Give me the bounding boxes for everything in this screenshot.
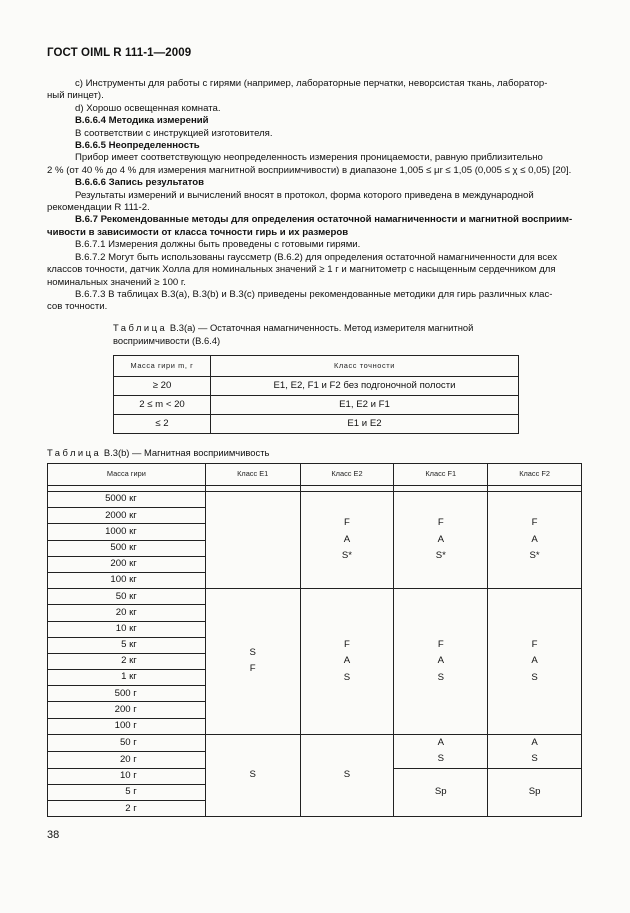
mass-cell: 100 г bbox=[48, 718, 206, 734]
mass-cell: 500 г bbox=[48, 686, 206, 702]
heading-b666: B.6.6.6 Запись результатов bbox=[75, 177, 204, 189]
paragraph-b664: В соответствии с инструкцией изготовителя. bbox=[75, 127, 273, 139]
class-e1-cell bbox=[205, 492, 300, 589]
class-e2-cell bbox=[300, 589, 394, 735]
mass-cell: 50 кг bbox=[48, 589, 206, 605]
mass-cell: 1 кг bbox=[48, 670, 206, 686]
table-a bbox=[113, 355, 519, 434]
table-row bbox=[48, 492, 582, 508]
cell-value: S bbox=[437, 671, 444, 683]
cell-value: F bbox=[344, 517, 350, 529]
cell-value: A bbox=[437, 655, 444, 667]
class-e2-cell: S bbox=[300, 734, 394, 817]
cell-value: S* bbox=[529, 550, 540, 562]
table-row bbox=[48, 734, 582, 751]
cell-value: A bbox=[531, 736, 538, 748]
class-f2-cell bbox=[488, 492, 582, 589]
table-b-header-mass: Масса гири bbox=[48, 464, 206, 486]
mass-cell: 10 г bbox=[48, 768, 206, 784]
mass-cell: 5 кг bbox=[48, 637, 206, 653]
paragraph-b666-line2: рекомендации R 111-2. bbox=[47, 202, 150, 214]
mass-cell: 2000 кг bbox=[48, 508, 206, 524]
table-a-class: E1 и E2 bbox=[211, 415, 519, 434]
document-header: ГОСТ OIML R 111-1—2009 bbox=[47, 47, 192, 59]
paragraph-b672-line2: классов точности, датчик Холла для номинальных значений ≥ 1 г и магнитометр с насыщенным сердечником для bbox=[47, 264, 556, 276]
mass-cell: 500 кг bbox=[48, 540, 206, 556]
mass-cell: 20 кг bbox=[48, 605, 206, 621]
class-f1-cell bbox=[394, 492, 488, 589]
list-item-c: c) Инструменты для работы с гирями (например, лабораторные перчатки, неворсистая ткань, лаборатор- bbox=[75, 78, 548, 89]
class-f2-cell bbox=[488, 589, 582, 735]
table-b-caption-word: Таблица bbox=[47, 447, 102, 458]
paragraph-b672-line3: номинальных значений ≥ 100 г. bbox=[47, 276, 186, 288]
table-b-body bbox=[48, 486, 582, 817]
cell-value: S* bbox=[341, 550, 353, 562]
table-a-caption-line2: восприимчивости (B.6.4) bbox=[113, 334, 221, 346]
cell-value: F bbox=[531, 638, 538, 650]
table-a-caption bbox=[113, 322, 533, 347]
class-f1-top-cell bbox=[394, 734, 488, 768]
table-a-class: E1, E2 и F1 bbox=[211, 396, 519, 415]
mass-cell: 5 г bbox=[48, 785, 206, 801]
class-e1-cell: S bbox=[205, 734, 300, 817]
list-item-d: d) Хорошо освещенная комната. bbox=[75, 102, 221, 114]
cell-value: A bbox=[437, 736, 444, 748]
mass-cell: 200 кг bbox=[48, 556, 206, 572]
mass-cell: 1000 кг bbox=[48, 524, 206, 540]
table-a-header-class: Класс точности bbox=[211, 356, 519, 377]
paragraph-b672-line1: B.6.7.2 Могут быть использованы гауссметр (B.6.2) для определения остаточной намагниченности для всех bbox=[75, 251, 558, 263]
paragraph-b671: B.6.7.1 Измерения должны быть проведены с готовыми гирями. bbox=[75, 239, 361, 251]
table-b-header-row bbox=[48, 464, 582, 486]
heading-b664: B.6.6.4 Методика измерений bbox=[75, 115, 209, 127]
mass-cell: 100 кг bbox=[48, 572, 206, 588]
paragraph-b665-line1: Прибор имеет соответствующую неопределенность измерения проницаемости, равную приблизительно bbox=[75, 152, 543, 164]
cell-value: F bbox=[531, 517, 538, 529]
class-f2-top-cell bbox=[488, 734, 582, 768]
mass-cell: 5000 кг bbox=[48, 492, 206, 508]
table-a-header-mass: Масса гири m, г bbox=[114, 356, 211, 377]
mass-cell: 2 кг bbox=[48, 653, 206, 669]
cell-value: F bbox=[344, 638, 350, 650]
table-a-mass: 2 ≤ m < 20 bbox=[114, 396, 211, 415]
class-f1-cell bbox=[394, 589, 488, 735]
table-a-caption-text: B.3(a) — Остаточная намагниченность. Метод измерителя магнитной bbox=[169, 322, 474, 333]
cell-value: F bbox=[249, 663, 256, 675]
table-b-caption bbox=[47, 447, 269, 459]
table-a-header-row bbox=[114, 356, 519, 377]
table-row bbox=[114, 415, 519, 434]
class-e2-cell bbox=[300, 492, 394, 589]
table-b-caption-text: B.3(b) — Магнитная восприимчивость bbox=[103, 447, 270, 458]
document-body bbox=[47, 78, 583, 314]
cell-value: F bbox=[437, 638, 444, 650]
cell-value: A bbox=[343, 533, 351, 545]
cell-value: S bbox=[249, 646, 256, 658]
mass-cell: 50 г bbox=[48, 734, 206, 751]
cell-value: A bbox=[437, 533, 444, 545]
heading-b67-line1: B.6.7 Рекомендованные методы для определения остаточной намагниченности и магнитной восприим- bbox=[75, 214, 573, 226]
class-f2-bottom-cell: Sp bbox=[488, 768, 582, 817]
table-a-caption-word: Таблица bbox=[113, 322, 168, 333]
page-number: 38 bbox=[47, 829, 60, 841]
cell-value: S bbox=[531, 753, 538, 765]
cell-value: A bbox=[531, 533, 538, 545]
paragraph-b665-line2: 2 % (от 40 % до 4 % для измерения магнитной восприимчивости) в диапазоне 1,005 ≤ μr ≤ 1,05 (0,005 ≤ χ ≤ 0,05) [20]. bbox=[47, 164, 572, 176]
cell-value: S bbox=[437, 753, 444, 765]
table-row bbox=[48, 589, 582, 605]
cell-value: S bbox=[343, 671, 351, 683]
paragraph-b666-line1: Результаты измерений и вычислений вносят в протокол, форма которого приведена в международной bbox=[75, 189, 534, 201]
table-a-mass: ≤ 2 bbox=[114, 415, 211, 434]
table-b bbox=[47, 463, 582, 817]
cell-value: S* bbox=[435, 550, 446, 562]
mass-cell: 200 г bbox=[48, 702, 206, 718]
heading-b665: B.6.6.5 Неопределенность bbox=[75, 140, 200, 152]
list-item-c-cont: ный пинцет). bbox=[47, 90, 104, 102]
table-row bbox=[114, 396, 519, 415]
mass-cell: 10 кг bbox=[48, 621, 206, 637]
class-e1-cell bbox=[205, 589, 300, 735]
table-b-header-f2: Класс F2 bbox=[488, 464, 582, 486]
paragraph-b673-line1: B.6.7.3 В таблицах B.3(a), B.3(b) и B.3(c) приведены рекомендованные методики для гирь различных клас- bbox=[75, 288, 553, 300]
paragraph-b673-line2: сов точности. bbox=[47, 301, 108, 313]
cell-value: S bbox=[531, 671, 538, 683]
table-row bbox=[114, 377, 519, 396]
cell-value: F bbox=[437, 517, 444, 529]
mass-cell: 2 г bbox=[48, 801, 206, 817]
cell-value: A bbox=[343, 655, 351, 667]
table-a-mass: ≥ 20 bbox=[114, 377, 211, 396]
cell-value: A bbox=[531, 655, 538, 667]
heading-b67-line2: чивости в зависимости от класса точности гирь и их размеров bbox=[47, 226, 349, 238]
table-b-header-f1: Класс F1 bbox=[394, 464, 488, 486]
table-a-class: E1, E2, F1 и F2 без подгоночной полости bbox=[211, 377, 519, 396]
table-b-header-e2: Класс E2 bbox=[300, 464, 394, 486]
mass-cell: 20 г bbox=[48, 751, 206, 768]
class-f1-bottom-cell: Sp bbox=[394, 768, 488, 817]
table-b-header-e1: Класс E1 bbox=[205, 464, 300, 486]
